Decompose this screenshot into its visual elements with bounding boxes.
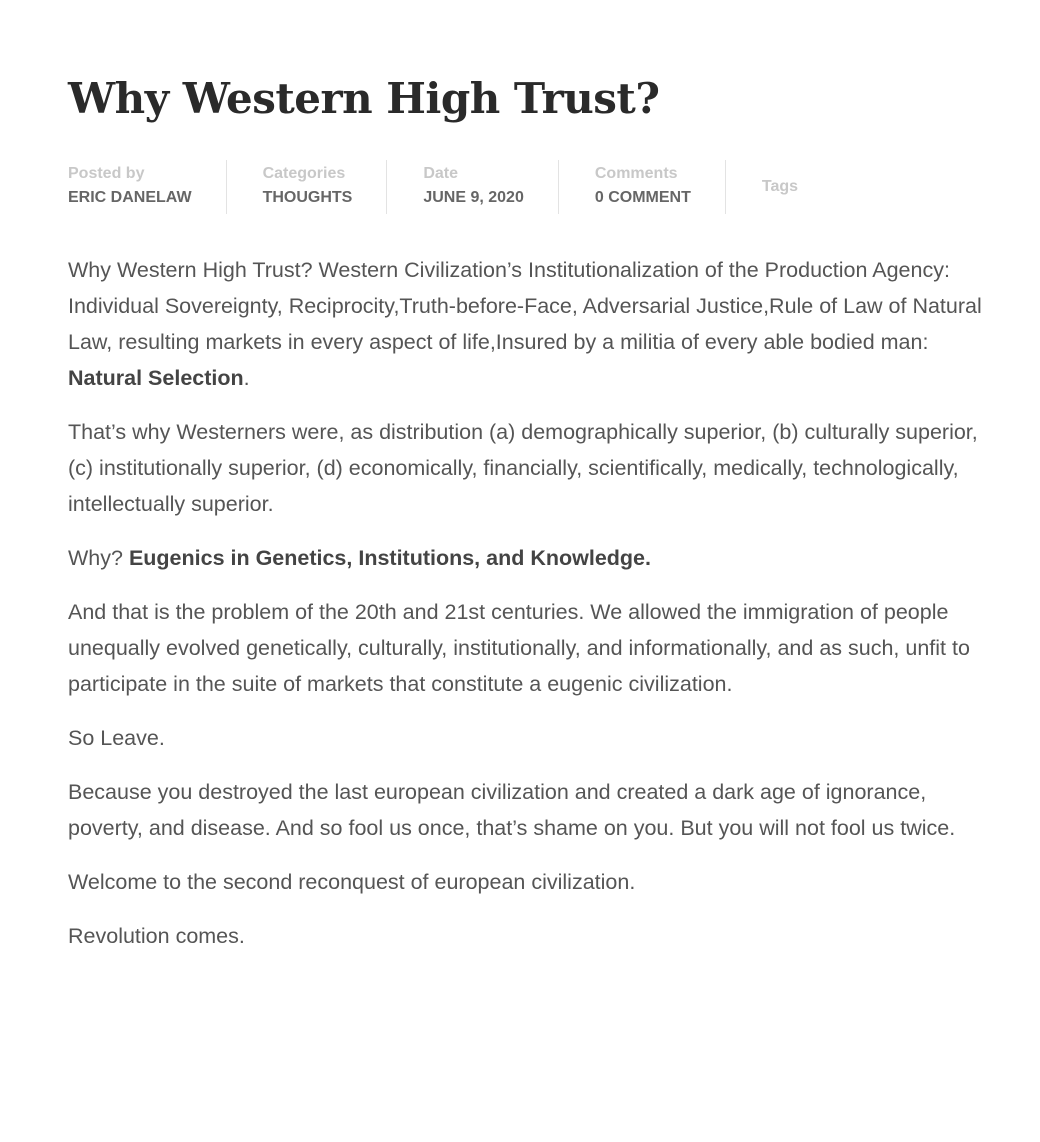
meta-comments xyxy=(595,160,726,214)
bold-text: Natural Selection xyxy=(68,366,244,390)
meta-date xyxy=(423,160,559,214)
meta-label: Date xyxy=(423,165,459,182)
post-content xyxy=(68,252,998,972)
meta-label: Categories xyxy=(262,165,346,182)
paragraph: That’s why Westerners were, as distribution (a) demographically superior, (b) culturally superior, (c) institutionally superior, (d) economically, financially, scientifically, medically, technologically, intellectually superior. xyxy=(68,420,978,516)
author-link[interactable]: ERIC DANELAW xyxy=(68,189,192,206)
category-link[interactable]: THOUGHTS xyxy=(262,189,353,206)
meta-label: Comments xyxy=(594,165,678,182)
paragraph xyxy=(68,252,998,396)
meta-label: Tags xyxy=(761,178,799,195)
meta-categories xyxy=(263,160,388,214)
paragraph-text: Why? xyxy=(68,546,129,570)
paragraph-text: . xyxy=(243,366,250,390)
paragraph: Welcome to the second reconquest of european civilization. xyxy=(68,870,636,894)
paragraph: And that is the problem of the 20th and 21st centuries. We allowed the immigration of people unequally evolved genetically, culturally, institutionally, and informationally, and as such, unfit to participate in the suite of markets that constitute a eugenic civilization. xyxy=(68,600,970,696)
paragraph: So Leave. xyxy=(68,726,165,750)
paragraph: Revolution comes. xyxy=(68,924,245,948)
comments-link[interactable]: 0 COMMENT xyxy=(594,189,691,206)
bold-text: Eugenics in Genetics, Institutions, and Knowledge. xyxy=(128,546,651,570)
paragraph xyxy=(68,540,998,576)
paragraph: Because you destroyed the last european civilization and created a dark age of ignorance, poverty, and disease. And so fool us once, that’s shame on you. But you will not fool us twice. xyxy=(68,780,956,840)
meta-label: Posted by xyxy=(68,165,145,182)
page-title: Why Western High Trust? xyxy=(68,74,660,123)
meta-posted-by xyxy=(68,160,227,214)
meta-tags xyxy=(762,160,832,214)
paragraph-text: Why Western High Trust? Western Civilization’s Institutionalization of the Production Agency: Individual Sovereignty, Reciprocity,Truth-before-Face, Adversarial Justice,Rule of Law of Natural Law, resulting markets in every aspect of life,Insured by a militia of every able bodied man: xyxy=(68,258,982,354)
date-value: JUNE 9, 2020 xyxy=(423,189,524,206)
post-meta xyxy=(68,160,868,214)
